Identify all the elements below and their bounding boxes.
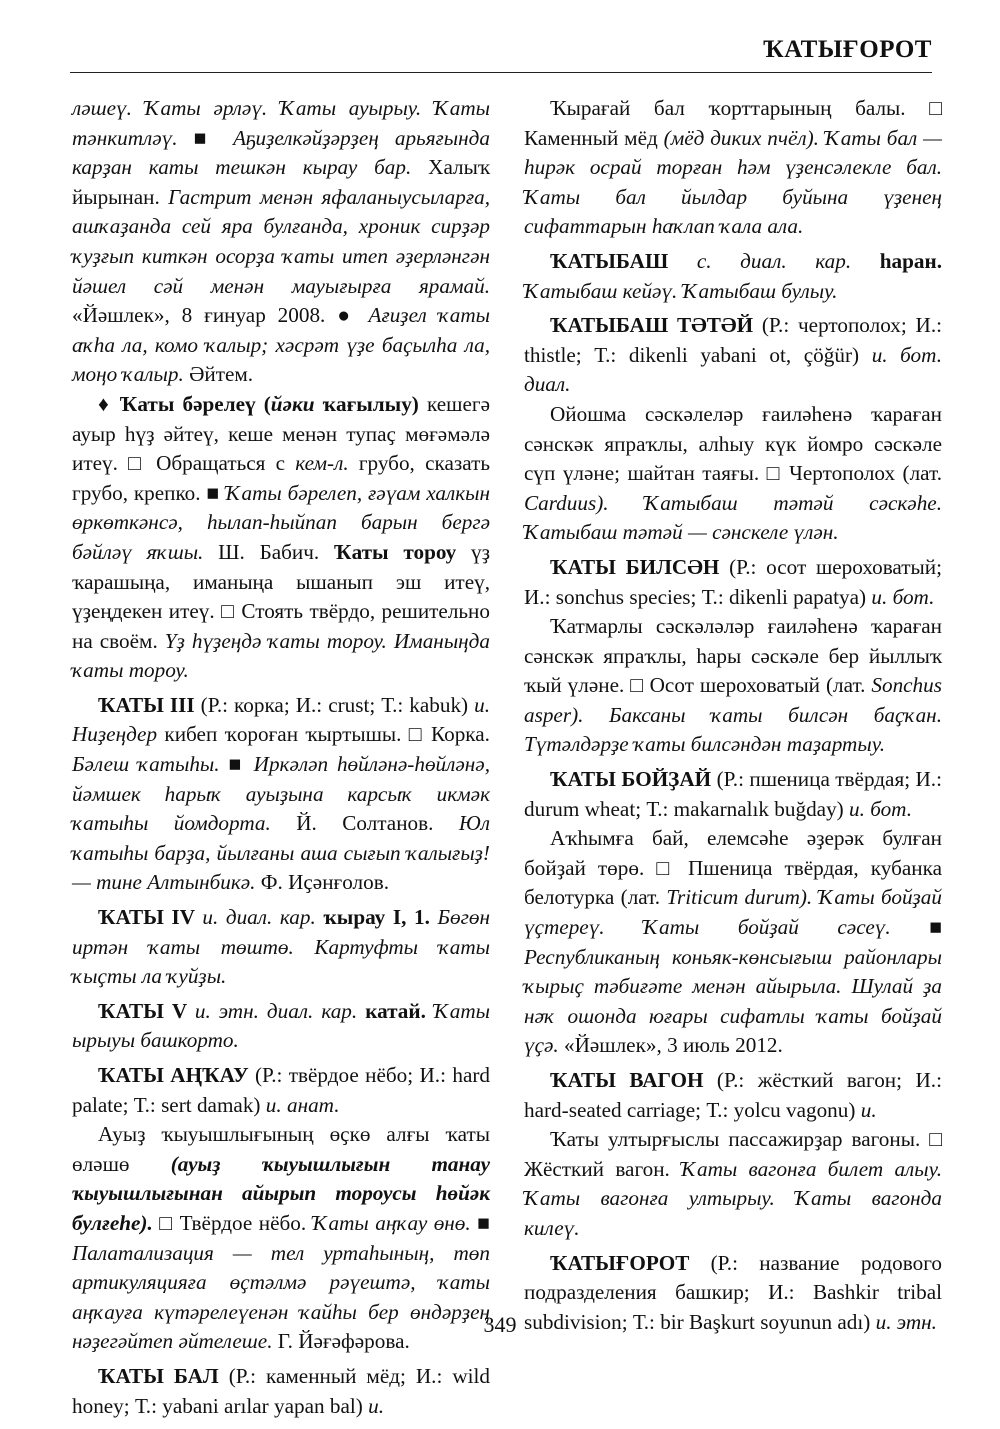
text-run: ■ [929, 915, 942, 940]
text-run: (мёд диких пчёл). Ҡаты бал — һирәк осрай торған һәм үҙенсәлекле бал. Ҡаты бал йылдар буйына үҙенең сифаттарын һаҡлап ҡала ала. [524, 125, 942, 239]
text-run: Үҙ һүҙеңдә ҡаты тороу. Иманыңда ҡаты тороу. [72, 628, 490, 683]
entry-paragraph [524, 612, 942, 760]
text-run: Бөгөн иртән ҡаты төштө. Картуфты ҡаты ҡыҫты ла ҡуйҙы. [72, 905, 490, 989]
text-run: Г. Йәғәфәрова. [277, 1329, 410, 1354]
text-run: Ҡырағай бал ҡорттарының балы. □ Каменный мёд [524, 96, 942, 150]
text-run: Ағиҙел ҡаты аҡһа ла, комо ҡалыр; хәсрәт үҙе баҫылһа ла, моңо ҡалыр. [72, 303, 490, 387]
text-run: (Р.: осот шероховатый; И.: sonchus species; Т.: dikenli papatya) [524, 554, 943, 609]
text-run: Ф. Иҫәнғолов. [260, 870, 390, 895]
headword: ҠАТЫҒОРОТ [550, 1250, 711, 1275]
text-run: Бәлеш ҡатыһы. [72, 752, 229, 777]
text-run: (Р.: пшеница твёрдая; И.: durum wheat; Т.: makarnalık buğday) [524, 767, 942, 821]
text-run: и. [368, 1393, 385, 1418]
entry-paragraph [72, 94, 490, 390]
headword: Ҡаты тороу [334, 539, 472, 564]
text-run: и. этн. [875, 1309, 937, 1334]
headword: ( [263, 391, 271, 416]
text-run: кешегә ауыр һүҙ әйтеү, кеше менән тупаҫ мөғәмәлә итеү. □ Обращаться с [72, 391, 490, 476]
text-run: Гастрит менән яфаланыусыларға, ашҡаҙанда сей яра булғанда, хроник сирҙәр ҡуҙғып киткән осорҙа ҡаты итеп әҙерләнгән йәшел сәй менән мауығырға ярамай. [72, 184, 490, 298]
text-run: Й. Солтанов. [296, 811, 459, 836]
entry-paragraph [524, 94, 942, 242]
text-run: Ауыҙ ҡыуышлығының өҫкө алғы ҡаты өләшө [72, 1122, 490, 1176]
dictionary-entry [72, 691, 490, 898]
headword: ҠАТЫ ВАГОН [550, 1068, 717, 1092]
text-run: и. [860, 1097, 877, 1122]
text-run: и. бот. диал. [524, 342, 943, 397]
text-run: Sonchus asper). Баксаны ҡаты билсән баҫҡан. Түтәлдәрҙе ҡаты билсәндән таҙартыу. [524, 673, 942, 757]
text-run: (Р.: твёрдое нёбо; И.: hard palate; Т.: sert damak) [72, 1063, 490, 1117]
right-column [524, 94, 942, 1337]
text-run: (Р.: корка; И.: crust; Т.: kabuk) [200, 692, 475, 717]
text-run: Аҕиҙелкәйҙәрҙең арьяғында карҙан каты тешкән кырау бар. [72, 125, 490, 180]
dictionary-entry [72, 903, 490, 992]
headword: ♦ Ҡаты бәрелеү [98, 391, 264, 416]
text-run: и. этн. диал. кар. [194, 998, 366, 1023]
dictionary-entry [524, 311, 942, 400]
text-run: Triticum durum). Ҡаты бойҙай үҫтереү. Ҡаты бойҙай сәсеү. [524, 885, 942, 940]
text-run: (Р.: чертополох; И.: thistle; Т.: dikenli yabani ot, çöğür) [524, 313, 943, 367]
text-run: Республиканың коньяк-көнсығыш районлары ҡырыҫ тәбиғәте менән айырыла. Шулай ҙа нәҡ ошонда юғары сифатлы ҡаты бойҙай үҫә. [524, 944, 942, 1058]
text-run: и. бот. [871, 584, 935, 609]
text-run: Аҡһымға бай, елемсәһе әҙерәк булған бойҙай төрө. □ Пшеница твёрдая, кубанка белотурка (лат. [524, 826, 942, 910]
page-number: 349 [483, 1312, 517, 1337]
dictionary-entry [524, 553, 942, 612]
text-run: и. Ниҙеңдер [72, 692, 490, 747]
text-run: ■ [228, 752, 254, 777]
text-run: Ҡаты бәрелеп, ғәүам халкын өркөткәнсә, һылап-һыйпап барын бергә бәйләү яҡшы. [72, 480, 490, 564]
dictionary-entry [524, 1066, 942, 1125]
text-run: Ҡатмарлы сәскәләләр ғаиләһенә ҡараған сәнскәк япраҡлы, һары сәскәле бер йыллыҡ ҡый үләне. □ Осот шероховатый (лат. [524, 614, 942, 698]
dictionary-entry [72, 997, 490, 1056]
headword: һаран. [879, 248, 942, 273]
dictionary-entry [524, 765, 942, 824]
text-run: кибеп ҡороған ҡыртышы. □ Корка. [164, 722, 490, 747]
headword: ҠАТЫ БАЛ [98, 1363, 229, 1388]
text-run: ■ [477, 1210, 490, 1235]
text-run: Ойошма сәскәлеләр ғаиләһенә ҡараған сәнскәк япраҡлы, алһыу күк йомро сәскәле сүп үләне; шайтан таяғы. □ Чертополох (лат. [524, 401, 942, 486]
text-run: Әйтем. [189, 362, 254, 387]
dictionary-entry [524, 247, 942, 306]
headword: ҠАТЫ БИЛСӘН [550, 554, 730, 579]
text-run: йәки [270, 391, 323, 416]
headword: катай. [365, 998, 434, 1023]
text-run: Ҡаты вагонға билет алыу. Ҡаты вагонға ултырыу. Ҡаты вагонда килеү. [524, 1156, 942, 1240]
text-run: Халыҡ йырынан. [72, 155, 490, 209]
text-run: Юл ҡатыһы барҙа, йылғаны аша сығып ҡалығыҙ! — тине Алтынбикә. [72, 811, 490, 895]
headword: ҡағылыу) [322, 391, 427, 416]
headword: ҠАТЫБАШ [550, 248, 697, 273]
text-run: грубо, сказать грубо, крепко. ■ [72, 451, 491, 505]
text-run: кем-л. [295, 451, 359, 476]
left-column [72, 94, 490, 1421]
headword: ҠАТЫБАШ ТӘТӘЙ [550, 313, 762, 338]
entry-paragraph [524, 400, 942, 548]
dictionary-entry [72, 1061, 490, 1120]
headword: ҠАТЫ V [98, 998, 195, 1023]
headword: ҠАТЫ IV [98, 905, 203, 930]
text-run: Палатализация — тел уртаһының, төп артикуляцияға өҫтәлмә рәүештә, ҡаты аңҡауға күтәрелеүенән ҡайһы бер өндәрҙең нәҙегәйтеп әйтелеше. [72, 1240, 490, 1354]
text-run: «Йәшлек», 3 июль 2012. [564, 1033, 783, 1058]
running-title: ҠАТЫҒОРОТ [763, 36, 932, 63]
text-run: и. анат. [265, 1092, 340, 1117]
headword: ҠАТЫ БОЙҘАЙ [550, 767, 717, 792]
text-run: «Йәшлек», 8 ғинуар 2008. ● [72, 303, 369, 328]
text-run: ләшеү. Ҡаты әрләү. Ҡаты ауырыу. Ҡаты тәнкитләү. [72, 96, 490, 150]
dictionary-entry [72, 1362, 490, 1421]
text-run: (Р.: название родового подразделения башкир; И.: Bashkir tribal subdivision; Т.: bir Başkurt soyunun adı) [524, 1250, 942, 1334]
headword: ҠАТЫ АҢҠАУ [98, 1063, 255, 1087]
text-run: Иркәләп һөйләнә-һөйләнә, йәмшек һарыҡ ауыҙына карсыҡ икмәк ҡатыһы йомдорта. [72, 752, 490, 836]
text-run: с. диал. кар. [696, 248, 880, 273]
text-run: (Р.: каменный мёд; И.: wild honey; Т.: yabani arılar yapan bal) [72, 1363, 490, 1418]
text-run: (Р.: жёсткий вагон; И.: hard-seated carriage; Т.: yolcu vagonu) [524, 1068, 942, 1122]
text-run: үҙ ҡарашыңа, иманыңа ышанып эш итеү, үҙеңдекен итеү. □ Стоять твёрдо, решительно на своём. [72, 539, 490, 653]
text-run: ■ [193, 125, 234, 150]
text-run: Ҡаты ырыуы башкорто. [72, 998, 491, 1053]
entry-paragraph [72, 390, 490, 686]
text-run: Ҡатыбаш кейәү. Ҡатыбаш булыу. [524, 278, 838, 303]
headword: ҠАТЫ III [98, 692, 201, 717]
text-run: Carduus). Ҡатыбаш тәтәй сәскәһе. Ҡатыбаш тәтәй — сәнскеле үлән. [524, 490, 942, 545]
text-run: □ Твёрдое нёбо. [159, 1210, 313, 1235]
entry-paragraph [524, 824, 942, 1061]
text-run: и. бот. [849, 796, 913, 821]
text-run: (ауыҙ ҡыуышлығын танау ҡыуышлығынан айырып тороусы һөйәк булғеһе). [72, 1151, 491, 1235]
text-run: Ҡаты ултырғыслы пассажирҙар вагоны. □ Жёсткий вагон. [524, 1127, 942, 1181]
headword: ҡырау I, 1. [323, 905, 438, 930]
text-run: Ш. Бабич. [218, 539, 335, 564]
text-run: Ҡаты аңҡау өнө. [312, 1210, 478, 1235]
running-header [70, 34, 932, 73]
text-run: и. диал. кар. [202, 905, 324, 930]
entry-paragraph [524, 1125, 942, 1243]
